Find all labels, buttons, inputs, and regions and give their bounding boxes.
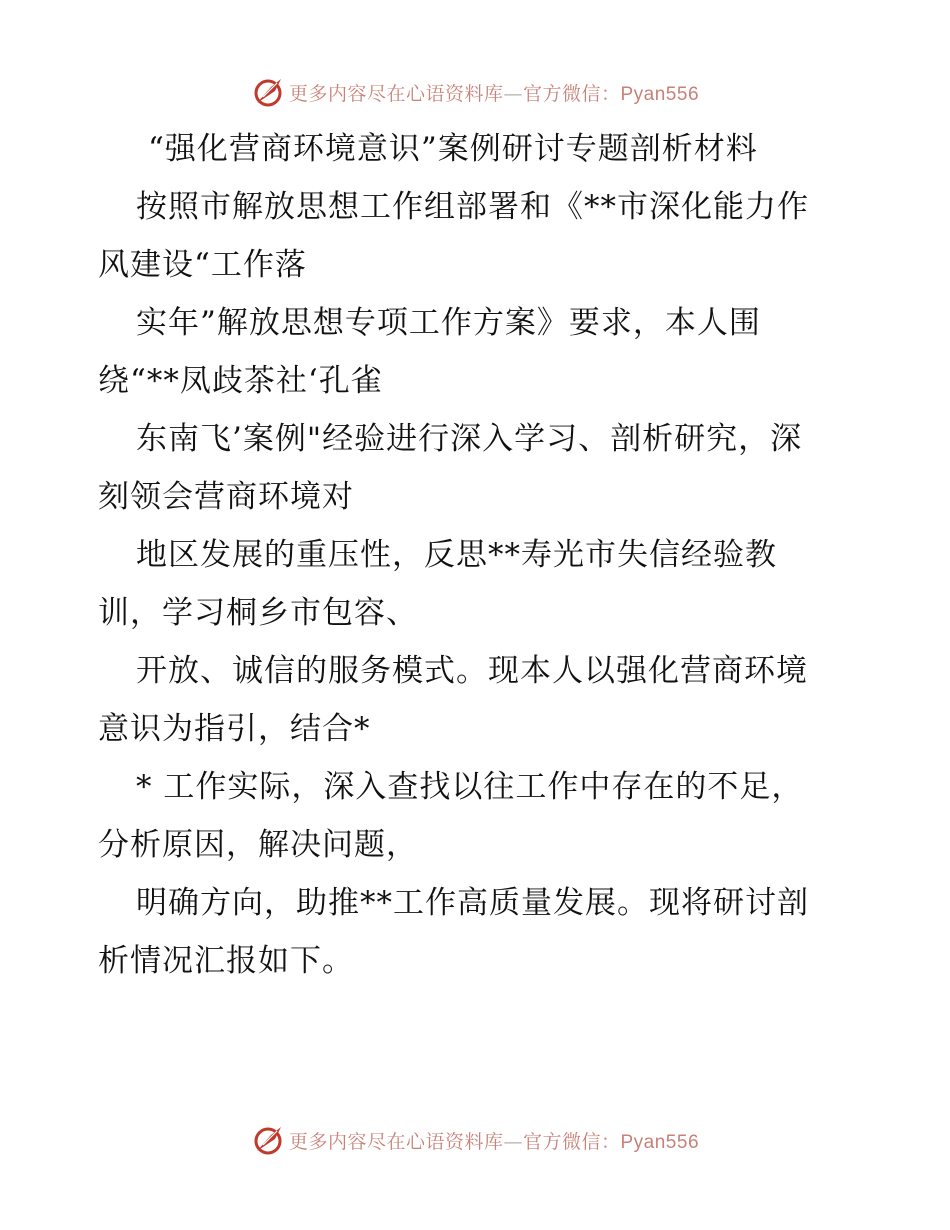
paragraph-line: 地区发展的重压性，反思**寿光市失信经验教 [136, 537, 777, 573]
header-wechat-id: Pyan556 [620, 83, 700, 105]
paragraph-line: 刻领会营商环境对 [98, 479, 354, 515]
paragraph-line: 按照市解放思想工作组部署和《**市深化能力作 [136, 189, 809, 225]
footer-site-name: 更多内容尽在心语资料库 [288, 1130, 504, 1153]
quill-pen-logo-icon [251, 1123, 285, 1157]
paragraph-line: 明确方向，助推**工作高质量发展。现将研讨剖 [136, 885, 809, 921]
footer-dash: — [503, 1130, 523, 1153]
paragraph-line: 分析原因，解决问题， [98, 827, 418, 863]
paragraph-line: 绕“**凤歧茶社‘孔雀 [98, 363, 383, 399]
header-banner [0, 72, 950, 112]
paragraph-line: * 工作实际，深入查找以往工作中存在的不足， [136, 769, 804, 805]
header-dash: — [503, 82, 523, 105]
footer-banner [0, 1120, 950, 1160]
document-title: “强化营商环境意识”案例研讨专题剖析材料 [148, 131, 758, 167]
paragraph-line: 析情况汇报如下。 [98, 943, 354, 979]
paragraph-line: 风建设“工作落 [98, 247, 307, 283]
paragraph-line: 东南飞’案例"经验进行深入学习、剖析研究，深 [136, 421, 803, 457]
paragraph-line: 实年”解放思想专项工作方案》要求，本人围 [136, 305, 761, 341]
paragraph-line: 意识为指引，结合* [98, 711, 371, 747]
quill-pen-logo-icon [251, 75, 285, 109]
header-wechat-label: 官方微信： [522, 82, 621, 105]
header-site-name: 更多内容尽在心语资料库 [288, 82, 504, 105]
paragraph-line: 训，学习桐乡市包容、 [98, 595, 418, 631]
footer-wechat-label: 官方微信： [522, 1130, 621, 1153]
paragraph-line: 开放、诚信的服务模式。现本人以强化营商环境 [136, 653, 808, 689]
header-banner-text [289, 79, 699, 106]
footer-wechat-id: Pyan556 [620, 1131, 700, 1153]
footer-banner-text [289, 1127, 699, 1154]
